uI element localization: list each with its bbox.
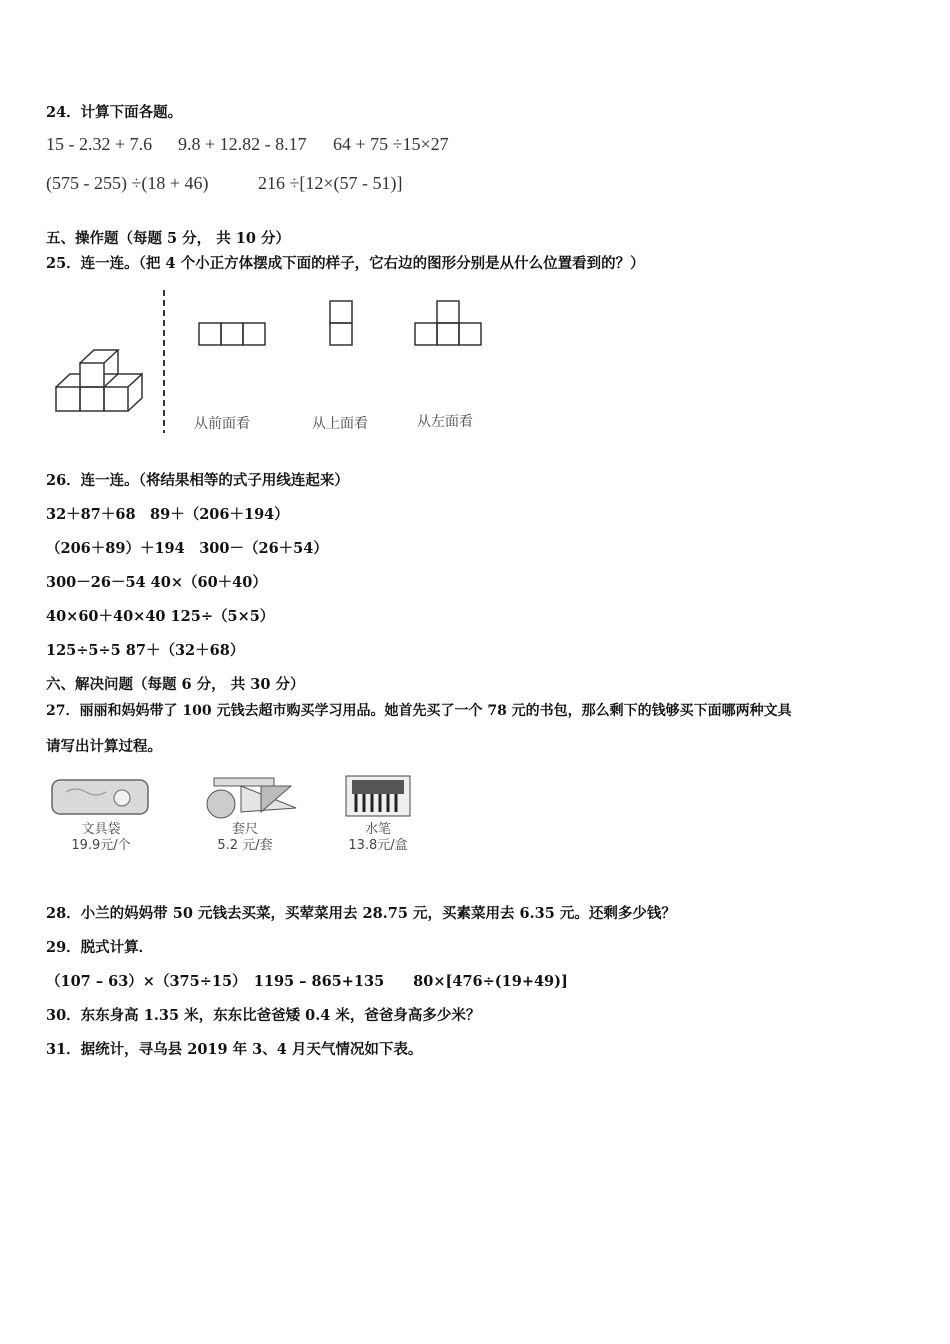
ruler-set-image (207, 778, 296, 818)
q24-expr-2: 9.8 + 12.82 - 8.17 (178, 134, 307, 154)
view-front-label: 从前面看 (194, 416, 250, 432)
stationery-images (46, 772, 446, 822)
q24-expr-4: (575 - 255) ÷(18 + 46) (46, 173, 209, 193)
q29-exprs: （107 – 63）×（375÷15） 1195 – 865+135 80×[476÷(19+49)] (46, 973, 568, 990)
q24-expr-3: 64 + 75 ÷15×27 (333, 134, 449, 154)
q27-items-figure (46, 772, 446, 857)
view-left-label: 从左面看 (417, 414, 473, 430)
q28-text: 28．小兰的妈妈带 50 元钱去买菜，买荤菜用去 28.75 元，买素菜用去 6.35 元。还剩多少钱？ (46, 905, 676, 922)
section-6-title: 六、解决问题（每题 6 分， 共 30 分） (46, 676, 305, 693)
item-3-name: 水笔 (364, 822, 391, 837)
item-2-name: 套尺 (231, 822, 258, 837)
item-2-price: 5.2 元/套 (217, 838, 273, 853)
left-view-shape (415, 301, 481, 345)
q26-row-1: 32＋87＋68 89＋（206＋194） (46, 506, 289, 523)
q31-text: 31．据统计，寻乌县 2019 年 3、4 月天气情况如下表。 (46, 1041, 423, 1058)
item-1-name: 文具袋 (81, 822, 121, 837)
q26-row-3: 300－26－54 40×（60＋40） (46, 574, 267, 591)
q30-text: 30．东东身高 1.35 米，东东比爸爸矮 0.4 米，爸爸身高多少米？ (46, 1007, 481, 1024)
section-5-title: 五、操作题（每题 5 分， 共 10 分） (46, 230, 291, 247)
q26-row-4: 40×60＋40×40 125÷（5×5） (46, 608, 275, 625)
front-view-shape (199, 323, 265, 345)
q29-title: 29．脱式计算． (46, 939, 154, 956)
pen-box-image (346, 776, 410, 816)
q24-expr-1: 15 - 2.32 + 7.6 (46, 134, 153, 154)
pencil-bag-image (52, 780, 148, 814)
view-top-label: 从上面看 (312, 416, 368, 432)
isometric-cube-stack (56, 350, 142, 411)
item-1-price: 19.9元/个 (71, 838, 131, 853)
q26-row-2: （206＋89）＋194 300－（26＋54） (46, 540, 328, 557)
q25-title: 25．连一连。（把 4 个小正方体摆成下面的样子，它右边的图形分别是从什么位置看到的？） (46, 255, 645, 272)
q24-expr-5: 216 ÷[12×(57 - 51)] (258, 173, 403, 193)
q26-row-5: 125÷5÷5 87＋（32＋68） (46, 642, 245, 659)
q27-line-1: 27．丽丽和妈妈带了 100 元钱去超市购买学习用品。她首先买了一个 78 元的书包，那么剩下的钱够买下面哪两种文具 (46, 703, 792, 719)
q27-line-2: 请写出计算过程。 (46, 738, 162, 755)
q26-title: 26．连一连。（将结果相等的式子用线连起来） (46, 472, 349, 489)
item-3-price: 13.8元/盒 (348, 838, 408, 853)
q24-title: 24．计算下面各题。 (46, 104, 183, 121)
top-view-shape (330, 301, 352, 345)
q25-figure (46, 285, 506, 440)
